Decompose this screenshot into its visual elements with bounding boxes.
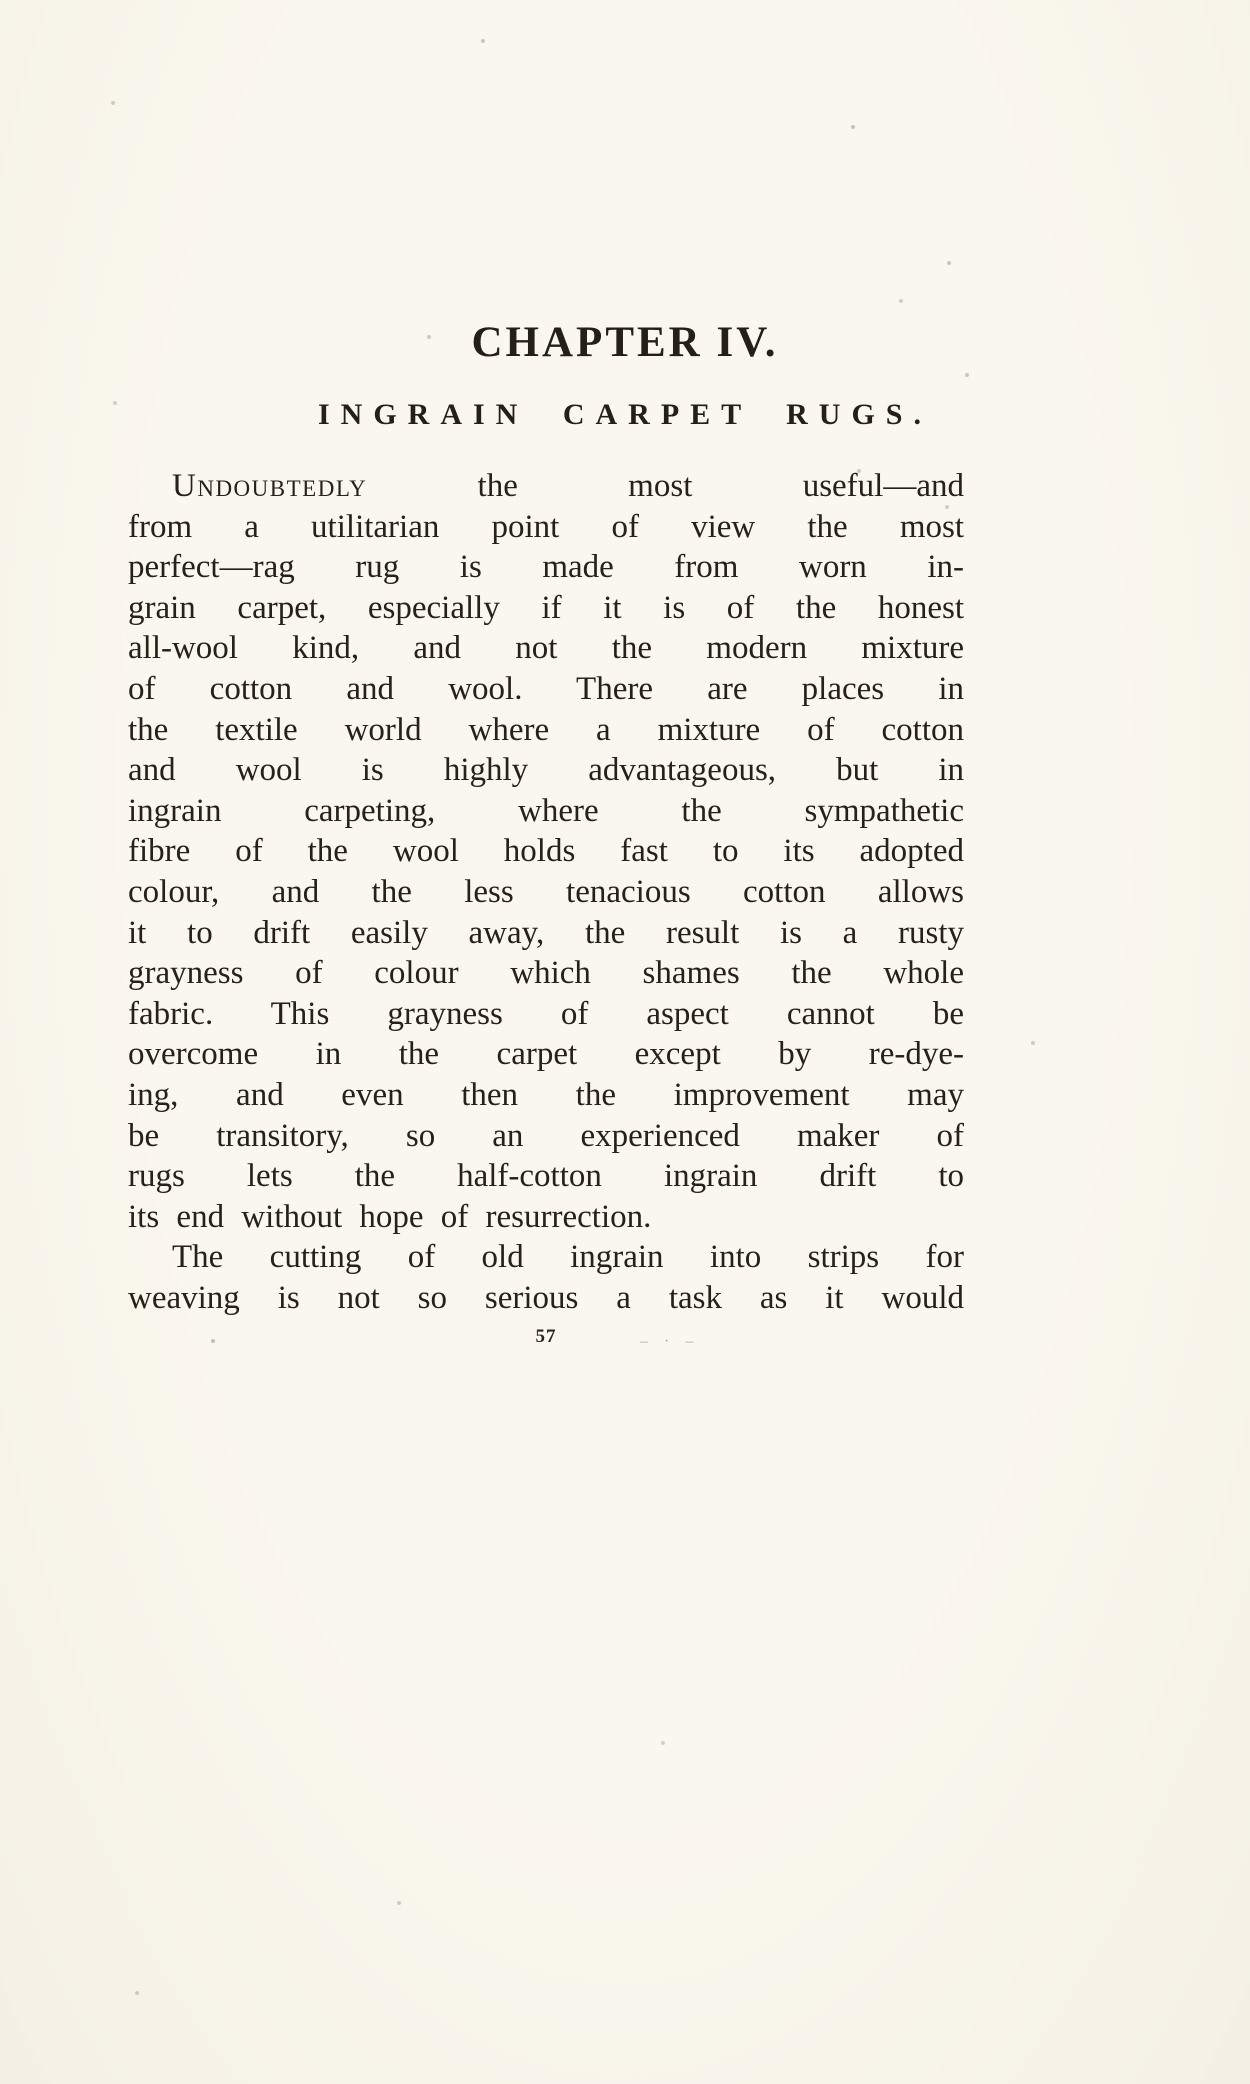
text-line: all-wool kind, and not the modern mixture xyxy=(128,630,964,667)
text-line: of cotton and wool. There are places in xyxy=(128,670,964,707)
page-number: 57 xyxy=(535,1326,557,1347)
text-line: grayness of colour which shames the whole xyxy=(128,955,964,992)
text-line: grain carpet, especially if it is of the honest xyxy=(128,589,964,626)
text-line xyxy=(128,466,964,507)
lead-word-smallcaps: Undoubtedly xyxy=(172,468,368,504)
text-line: and wool is highly advantageous, but in xyxy=(128,752,964,789)
text-line: it to drift easily away, the result is a rusty xyxy=(128,914,964,951)
text-line: be transitory, so an experienced maker of xyxy=(128,1117,964,1154)
text-line: weaving is not so serious a task as it would xyxy=(128,1279,964,1316)
first-line-rest: the most useful—and xyxy=(367,468,964,504)
text-line: ing, and even then the improvement may xyxy=(128,1076,964,1113)
text-line: colour, and the less tenacious cotton allows xyxy=(128,873,964,910)
text-line: The cutting of old ingrain into strips for xyxy=(172,1239,964,1276)
text-line: from a utilitarian point of view the most xyxy=(128,508,964,545)
text-line: the textile world where a mixture of cotton xyxy=(128,711,964,748)
text-line: ingrain carpeting, where the sympathetic xyxy=(128,792,964,829)
text-line: rugs lets the half-cotton ingrain drift to xyxy=(128,1158,964,1195)
scan-noise-specks xyxy=(0,0,2,2)
chapter-title: CHAPTER IV. xyxy=(471,319,779,366)
body-text xyxy=(128,466,964,1318)
section-title: INGRAIN CARPET RUGS. xyxy=(318,398,932,431)
scan-smudge-artifact: – · – xyxy=(640,1333,700,1350)
text-line: its end without hope of resurrection. xyxy=(128,1198,652,1235)
text-line: fibre of the wool holds fast to its adopted xyxy=(128,833,964,870)
text-line: fabric. This grayness of aspect cannot be xyxy=(128,995,964,1032)
text-line: perfect—rag rug is made from worn in- xyxy=(128,549,964,586)
text-line: overcome in the carpet except by re-dye- xyxy=(128,1036,964,1073)
